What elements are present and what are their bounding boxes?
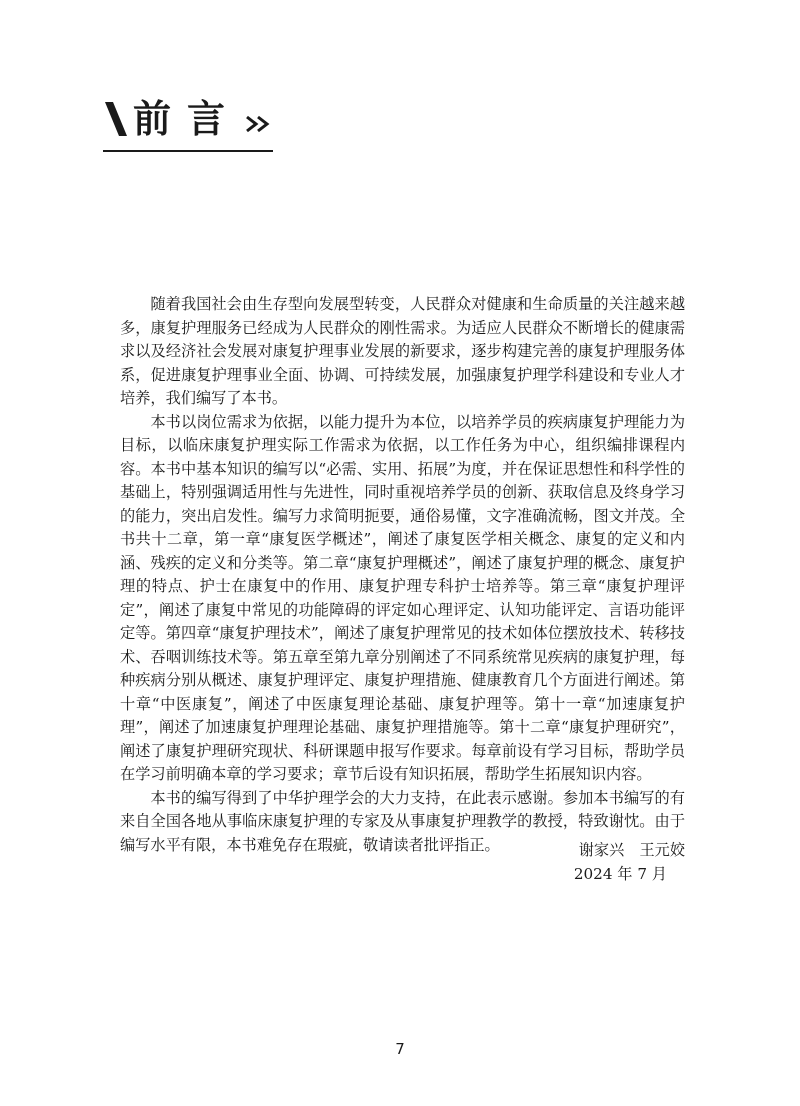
header-underline — [103, 150, 273, 152]
page-number: 7 — [395, 1040, 405, 1058]
preface-header — [103, 96, 273, 154]
slash-mark-icon — [103, 102, 129, 136]
signature-block — [120, 838, 685, 886]
double-chevron-right-icon — [243, 114, 273, 134]
signature-date: 2024 年 7 月 — [573, 865, 667, 883]
paragraph-2: 本书以岗位需求为依据，以能力提升为本位，以培养学员的疾病康复护理能力为目标，以临床康复护理实际工作需求为依据，以工作任务为中心，组织编排课程内容。本书中基本知识的编写以“必需、实用、拓展”为度，并在保证思想性和科学性的基础上，特别强调适用性与先进性，同时重视培养学员的创新、获取信息及终身学习的能力，突出启发性。编写力求简明扼要，通俗易懂，文字准确流畅，图文并茂。全书共十二章，第一章“康复医学概述”，阐述了康复医学相关概念、康复的定义和内涵、残疾的定义和分类等。第二章“康复护理概述”，阐述了康复护理的概念、康复护理的特点、护士在康复中的作用、康复护理专科护士培养等。第三章“康复护理评定”，阐述了康复中常见的功能障碍的评定如心理评定、认知功能评定、言语功能评定等。第四章“康复护理技术”，阐述了康复护理常见的技术如体位摆放技术、转移技术、吞咽训练技术等。第五章至第九章分别阐述了不同系统常见疾病的康复护理，每种疾病分别从概述、康复护理评定、康复护理措施、健康教育几个方面进行阐述。第十章“中医康复”，阐述了中医康复理论基础、康复护理等。第十一章“加速康复护理”，阐述了加速康复护理理论基础、康复护理措施等。第十二章“康复护理研究”，阐述了康复护理研究现状、科研课题申报写作要求。每章前设有学习目标，帮助学员在学习前明确本章的学习要求；章节后设有知识拓展，帮助学生拓展知识内容。 — [120, 412, 685, 783]
page-title: 前言 — [133, 97, 242, 141]
preface-body — [120, 293, 685, 857]
author-names: 谢家兴 王元姣 — [578, 841, 685, 859]
paragraph-3: 本书的编写得到了中华护理学会的大力支持，在此表示感谢。参加本书编写的有来自全国各地从事临床康复护理的专家及从事康复护理教学的教授，特致谢忱。由于编写水平有限，本书难免存在瑕疵，敬请读者批评指正。 — [120, 788, 685, 854]
paragraph-1: 随着我国社会由生存型向发展型转变，人民群众对健康和生命质量的关注越来越多，康复护理服务已经成为人民群众的刚性需求。为适应人民群众不断增长的健康需求以及经济社会发展对康复护理事业发展的新要求，逐步构建完善的康复护理服务体系，促进康复护理事业全面、协调、可持续发展，加强康复护理学科建设和专业人才培养，我们编写了本书。 — [120, 295, 685, 407]
